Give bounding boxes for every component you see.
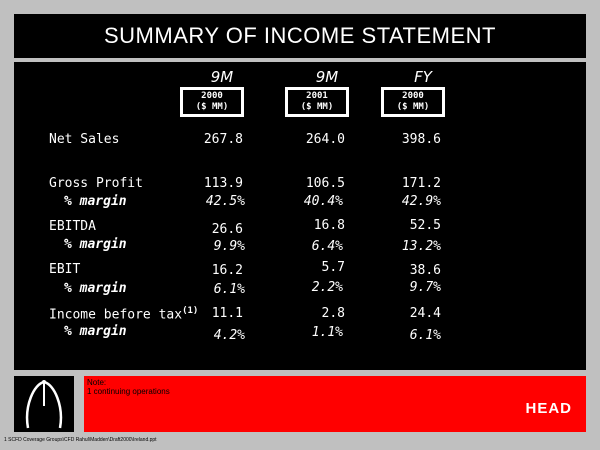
table-cell: 6.4%	[311, 239, 343, 254]
table-cell: 38.6	[409, 263, 441, 278]
head-logo	[14, 376, 74, 432]
row-label-net-sales: Net Sales	[49, 132, 120, 147]
table-cell: 171.2	[401, 176, 441, 191]
row-label-ebit: EBIT	[49, 262, 81, 277]
table-cell: 106.5	[305, 176, 345, 191]
table-cell: 11.1	[211, 306, 243, 321]
table-cell: 1.1%	[311, 325, 343, 340]
table-cell: 52.5	[409, 218, 441, 233]
table-cell: 6.1%	[213, 282, 245, 297]
table-cell: 5.7	[321, 260, 345, 275]
column-unit-box-3	[381, 87, 445, 117]
brand-logo: HEAD	[525, 400, 572, 417]
table-cell: 26.6	[211, 222, 243, 237]
column-period-1: 9M	[210, 68, 234, 86]
row-label-margin: % margin	[64, 281, 127, 296]
table-cell: 6.1%	[409, 328, 441, 343]
table-cell: 42.5%	[205, 194, 245, 209]
row-label-margin: % margin	[64, 324, 127, 339]
column-unit: ($ MM)	[195, 102, 229, 112]
note-title: Note:	[87, 378, 107, 387]
row-label-ebitda: EBITDA	[49, 219, 96, 234]
row-label-margin: % margin	[64, 237, 127, 252]
note-text: 1 continuing operations	[87, 387, 170, 396]
table-cell: 9.9%	[213, 239, 245, 254]
title-bar	[14, 14, 586, 58]
table-cell: 2.2%	[311, 280, 343, 295]
table-cell: 264.0	[305, 132, 345, 147]
income-table	[14, 62, 586, 370]
column-year: 2000	[201, 91, 223, 101]
head-logo-icon	[14, 376, 74, 432]
table-cell: 16.2	[211, 263, 243, 278]
row-label-income-before-tax	[49, 306, 198, 322]
column-year: 2001	[306, 91, 328, 101]
column-year: 2000	[402, 91, 424, 101]
column-unit-box-1	[180, 87, 244, 117]
table-cell: 398.6	[401, 132, 441, 147]
table-cell: 113.9	[203, 176, 243, 191]
row-label-gross-profit: Gross Profit	[49, 176, 143, 191]
row-label-margin: % margin	[64, 194, 127, 209]
table-cell: 16.8	[313, 218, 345, 233]
footer-path: 1 SCFD Coverage Groups\CFD Rahul\Madden\Draft2000\Ireland.ppt	[4, 437, 157, 443]
column-unit: ($ MM)	[300, 102, 334, 112]
page-title: SUMMARY OF INCOME STATEMENT	[103, 23, 496, 48]
table-cell: 4.2%	[213, 328, 245, 343]
table-cell: 2.8	[321, 306, 345, 321]
note-box	[84, 376, 586, 432]
column-unit: ($ MM)	[396, 102, 430, 112]
table-cell: 40.4%	[303, 194, 343, 209]
table-cell: 267.8	[203, 132, 243, 147]
table-cell: 42.9%	[401, 194, 441, 209]
column-unit-box-2	[285, 87, 349, 117]
footnote-marker: (1)	[182, 306, 199, 316]
column-period-3: FY	[414, 68, 432, 86]
row-label-text: Income before tax	[49, 307, 183, 323]
table-cell: 9.7%	[409, 280, 441, 295]
table-cell: 13.2%	[401, 239, 441, 254]
table-cell: 24.4	[409, 306, 441, 321]
column-period-2: 9M	[315, 68, 339, 86]
